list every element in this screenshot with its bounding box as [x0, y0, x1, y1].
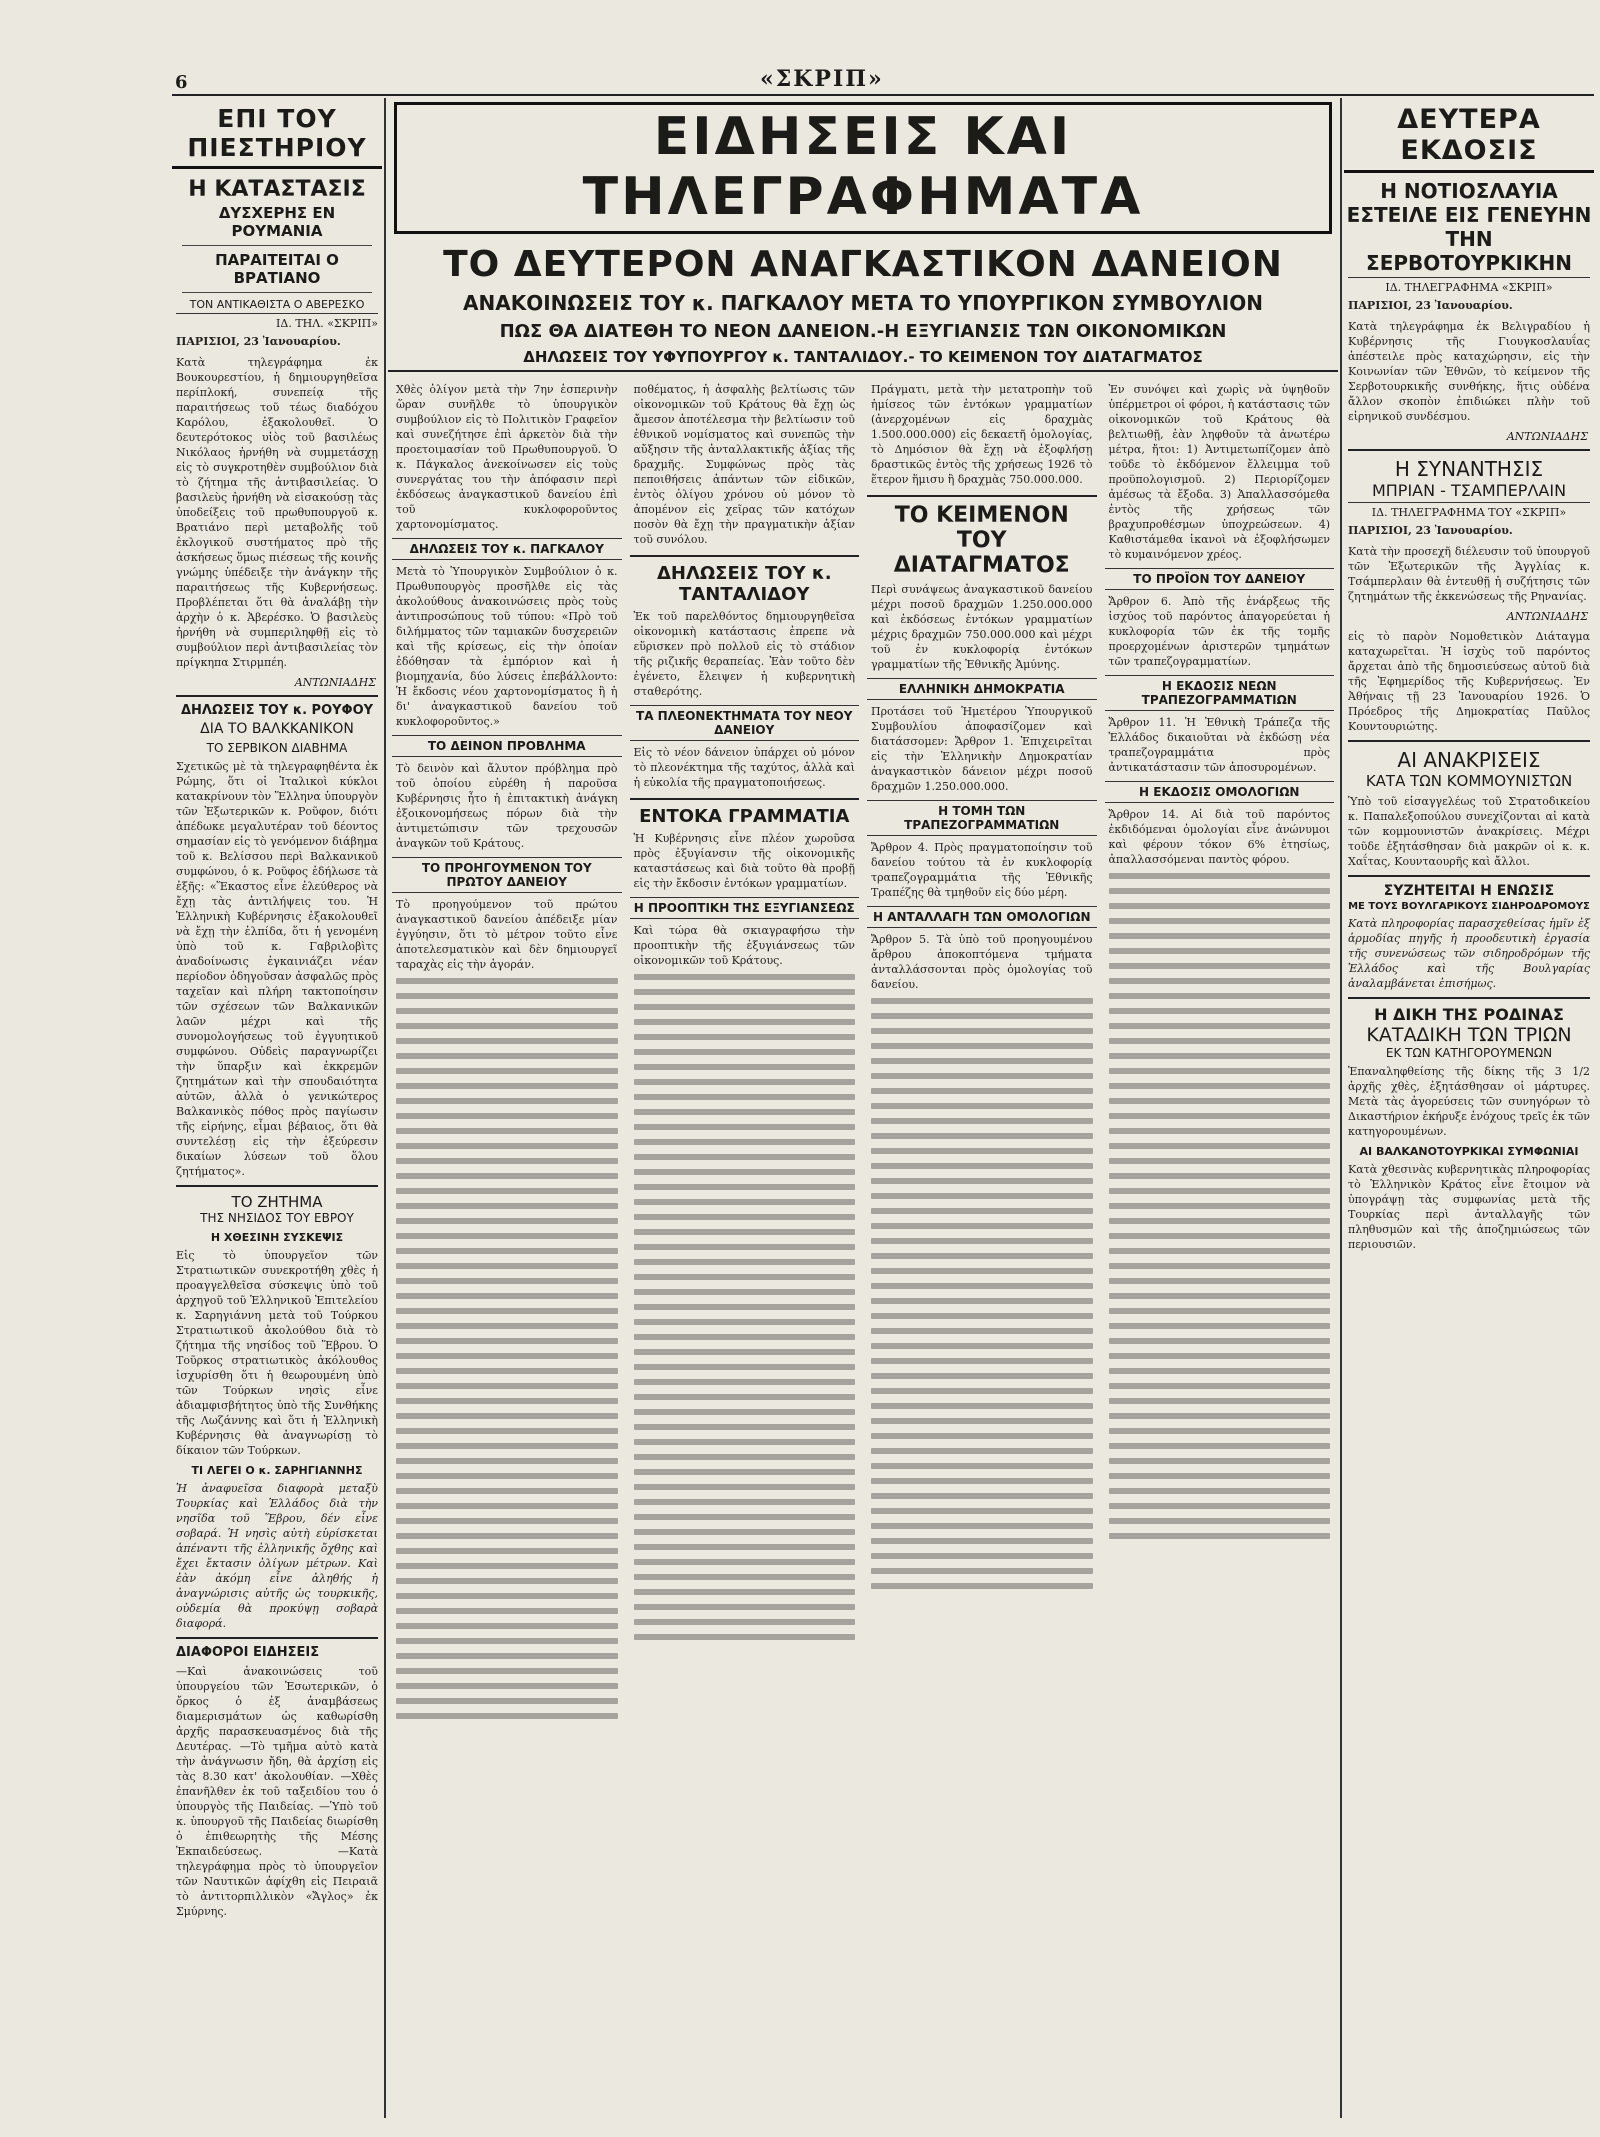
evros-body-2: Ἡ ἀναφυεῖσα διαφορὰ μεταξὺ Τουρκίας καὶ Ἑλλάδος διὰ τὴν νησῖδα τοῦ Ἕβρου, δέν εἶνε σοβαρά. Ἡ νησὶς αὐτὴ εὑρίσκεται ἀπέναντι τῆς ἑλληνικῆς ὄχθης καὶ ἔχει ἔκτασιν ὀλίγων μέτρων. Καὶ ἐὰν ἀκόμη εἶνε ἀληθής ἡ ἀναγνώρισις αὐτῆς ὡς τουρκικῆς, οὐδεμία θὰ προκύψῃ σοβαρὰ διαφορά.	[176, 1482, 378, 1630]
center-banner: ΕΙΔΗΣΕΙΣ ΚΑΙ ΤΗΛΕΓΡΑΦΗΜΑΤΑ	[394, 102, 1332, 234]
rufos-article	[172, 703, 382, 1179]
left-banner: ΕΠΙ ΤΟΥ ΠΙΕΣΤΗΡΙΟΥ	[172, 98, 382, 169]
communists-body: Ὑπὸ τοῦ εἰσαγγελέως τοῦ Στρατοδικείου κ. Παπαλεξοπούλου συνεχίζονται αἱ κατὰ τῶν κομμουνιστῶν ἀνακρίσεις. Μέχρι τοῦδε ἐξητάσθησαν διὰ μακρῶν οἱ κ. κ. Χαΐτας, Κουνταουρῆς καὶ ἄλλοι.	[1348, 795, 1590, 868]
center-subcolumn-4	[1105, 378, 1335, 1728]
divider	[1348, 875, 1590, 877]
section-heading: ΑΙ ΒΑΛΚΑΝΟΤΟΥΡΚΙΚΑΙ ΣΥΜΦΩΝΙΑΙ	[1359, 1145, 1579, 1158]
meeting-headline: Η ΣΥΝΑΝΤΗΣΙΣ	[1394, 457, 1544, 481]
left-column	[172, 98, 382, 2118]
romania-body: Κατὰ τηλεγράφημα ἐκ Βουκουρεστίου, ἡ δημιουργηθεῖσα περίπλοκή, συνεπείᾳ τῆς παραιτήσεως τοῦ τέως διαδόχου Καρόλου, ἐξακολουθεῖ. Ὁ δευτερότοκος υἱὸς τοῦ βασιλέως Νικόλαος ἠρνήθη νὰ συμμετάσχῃ εἰς τὸ συγκροτηθὲν συμβούλιον διὰ τὸ ζήτημα τῆς ἀντιβασιλείας. Ὁ βασιλεὺς ἠρνήθη νὰ εἰσακούσῃ τὰς ὑποδείξεις τοῦ πρωθυπουργοῦ κ. Βρατιάνο περὶ μεταβολῆς τοῦ ἐκλογικοῦ συστήματος πρὸ τῆς ἀσκήσεως ὅμως πιέσεως τῆς κοινῆς γνώμης ὑπέδειξε τὴν ἀνάγκην τῆς παραιτήσεως τῆς Κυβερνήσεως. Προβλέπεται ὅτι θὰ ἀναλάβῃ τὴν ἀρχὴν ὁ κ. Ἀβερέσκο. Ὁ βασιλεὺς ἠρνήθη νὰ συμπεριληφθῇ εἰς τὸ συμβούλιον περὶ ἀντιβασιλείας τὸν πρίγκηπα Στιρμπέη.	[176, 356, 378, 669]
text-filler	[396, 978, 618, 1719]
evros-article	[172, 1193, 382, 1631]
right-column	[1344, 98, 1594, 2118]
section-heading: ΤΟ ΚΕΙΜΕΝΟΝ ΤΟΥ ΔΙΑΤΑΓΜΑΤΟΣ	[867, 495, 1097, 578]
railway-headline: ΣΥΖΗΤΕΙΤΑΙ Η ΕΝΩΣΙΣ	[1383, 883, 1555, 899]
romania-article	[172, 177, 382, 689]
rufos-headline-2: ΔΙΑ ΤΟ ΒΑΛΚΚΑΝΙΚΟΝ	[200, 721, 354, 737]
article-body: Πράγματι, μετὰ τὴν μετατροπὴν τοῦ ἡμίσεος τῶν ἐντόκων γραμματίων (ἀνερχομένων εἰς δραχμὰς 1.500.000.000) εἰς δεκαετῆ ὁμολογίας, τὸ Δημόσιον θὰ ἔχῃ νὰ ἐξοφλήσῃ δραστικῶς ἐντὸς τῆς χρήσεως 1926 τὸ ἕτερον ἥμισυ ἢ δραχμὰς 750.000.000.	[871, 383, 1093, 486]
yugoslavia-body: Κατὰ τηλεγράφημα ἐκ Βελιγραδίου ἡ Κυβέρνησις τῆς Γιουγκοσλαυΐας ἀπέστειλε πρὸς καταχώρησιν, εἰς τὴν Κοινωνίαν τῶν Ἐθνῶν, τὸ κείμενον τῆς Σερβοτουρκικῆς συνθήκης, ἥτις οὐδένα ἄλλον σκοπὸν ἐπιδιώκει πλὴν τοῦ εἰρηνικοῦ συνδέσμου.	[1348, 320, 1590, 423]
communists-headline-2: ΚΑΤΑ ΤΩΝ ΚΟΜΜΟΥΝΙΣΤΩΝ	[1365, 772, 1573, 790]
article-body: Ἡ Κυβέρνησις εἶνε πλέον χωροῦσα πρὸς ἐξυγίανσιν τῆς οἰκονομικῆς καταστάσεως καὶ διὰ τοῦτο θὰ προβῇ εἰς τὴν ἔκδοσιν ἐντόκων γραμματίων.	[633, 832, 855, 890]
dateline: ΙΔ. ΤΗΛΕΓΡΑΦΗΜΑ ΤΟΥ «ΣΚΡΙΠ»	[1348, 502, 1590, 519]
misc-news-article	[172, 1645, 382, 1919]
romania-kicker: Η ΚΑΤΑΣΤΑΣΙΣ	[188, 177, 366, 202]
column-divider	[384, 98, 386, 2118]
evros-body: Εἰς τὸ ὑπουργεῖον τῶν Στρατιωτικῶν συνεκροτήθη χθὲς ἡ προαγγελθεῖσα σύσκεψις ὑπὸ τοῦ ἀρχηγοῦ τοῦ Ἑλληνικοῦ Ἐπιτελείου κ. Σαρηγιάννη μετὰ τοῦ Τούρκου Στρατιωτικοῦ ἀκολούθου διὰ τὸ ζήτημα τῆς νησίδος τοῦ Ἕβρου. Ὁ Τοῦρκος στρατιωτικὸς ἀκόλουθος ἰσχυρίσθη ὅτι ἡ θεωρουμένη ὑπὸ τῶν Τούρκων νησὶς εἶνε ἀδιαμφισβήτητος ὑπὸ τῆς Συνθήκης τῆς Λωζάννης καὶ ὅτι ἡ Ἑλληνικὴ Κυβέρνησις θὰ ἀναγνωρίσῃ τὸ δίκαιον τῶν Τούρκων.	[176, 1249, 378, 1457]
rufos-headline: ΔΗΛΩΣΕΙΣ ΤΟΥ κ. ΡΟΥΦΟΥ	[180, 703, 374, 718]
text-filler	[1109, 873, 1331, 1539]
communists-headline: ΑΙ ΑΝΑΚΡΙΣΕΙΣ	[1397, 748, 1541, 772]
right-banner: ΔΕΥΤΕΡΑ ΕΚΔΟΣΙΣ	[1344, 98, 1594, 173]
article-body: Χθὲς ὀλίγον μετὰ τὴν 7ην ἑσπερινὴν ὥραν συνῆλθε τὸ ὑπουργικὸν συμβούλιον εἰς τὸ Πολιτικὸν Γραφεῖον καὶ συνεζήτησε ἐπὶ ἀρκετὸν διὰ τὴν προετοιμασίαν τοῦ Πρωθυπουργοῦ. Ὁ κ. Πάγκαλος ἀνεκοίνωσεν εἰς τοὺς συνεργάτας του τὴν ἀπόφασιν περὶ ἐκδόσεως ἀναγκαστικοῦ δανείου ἐπὶ τοῦ κυκλοφοροῦντος χαρτονομίσματος.	[396, 383, 618, 531]
yugoslavia-headline-2: ΕΣΤΕΙΛΕ ΕΙΣ ΓΕΝΕΥΗΝ	[1346, 203, 1592, 227]
briand-chamberlain-article	[1344, 457, 1594, 734]
top-rule	[172, 94, 1594, 96]
evros-headline: ΤΟ ΖΗΤΗΜΑ	[231, 1193, 323, 1211]
section-heading: Η ΕΚΔΟΣΙΣ ΝΕΩΝ ΤΡΑΠΕΖΟΓΡΑΜΜΑΤΙΩΝ	[1105, 675, 1335, 711]
article-body: Ἄρθρον 6. Ἀπὸ τῆς ἐνάρξεως τῆς ἰσχύος τοῦ παρόντος ἀπαγορεύεται ἡ κυκλοφορία τῶν ἐκ τῆς τομῆς προερχομένων ἀριστερῶν τμημάτων τῶν τραπεζογραμματίων.	[1108, 595, 1330, 668]
center-subcolumns	[392, 378, 1334, 1728]
article-body: Ἄρθρον 11. Ἡ Ἐθνικὴ Τράπεζα τῆς Ἑλλάδος δικαιοῦται νὰ ἐκδώσῃ νέα τραπεζογραμμάτια πρὸς ἀντικατάστασιν τῶν ἀποσυρομένων.	[1108, 716, 1330, 774]
rodina-trial-article	[1344, 1005, 1594, 1252]
divider	[182, 245, 372, 246]
section-heading: ΤΟ ΔΕΙΝΟΝ ΠΡΟΒΛΗΜΑ	[392, 735, 622, 757]
article-body: Ἄρθρον 5. Τὰ ὑπὸ τοῦ προηγουμένου ἄρθρου ἀποκοπτόμενα τμήματα ἀνταλλάσσονται πρὸς ὁμολογίας τοῦ δανείου.	[871, 933, 1093, 991]
divider	[176, 695, 378, 697]
page-number: 6	[175, 72, 188, 93]
article-body: Ἐκ τοῦ παρελθόντος δημιουργηθεῖσα οἰκονομικὴ κατάστασις ἐπρεπε νὰ εὕρισκεν πρὸ πολλοῦ εἰς τὸ στάδιον τῆς ριζικῆς θεραπείας. Ἐὰν τοῦτο δὲν ἐγένετο, ἔλειψεν ἡ κυβερνητικὴ σταθερότης.	[633, 610, 855, 698]
evros-subheading: ΤΙ ΛΕΓΕΙ Ο κ. ΣΑΡΗΓΙΑΝΝΗΣ	[191, 1464, 363, 1477]
yugoslavia-article	[1344, 179, 1594, 443]
meeting-headline-2: ΜΠΡΙΑΝ - ΤΣΑΜΠΕΡΛΑΙΝ	[1371, 481, 1567, 500]
railway-article	[1344, 883, 1594, 991]
place-line: ΠΑΡΙΣΙΟΙ, 23 Ἰανουαρίου.	[1348, 524, 1513, 537]
article-body: Μετὰ τὸ Ὑπουργικὸν Συμβούλιον ὁ κ. Πρωθυπουργὸς προσῆλθε εἰς τὰς ἀκολούθους ἀνακοινώσεις πρὸς τοὺς ἀντιπροσώπους τοῦ τύπου: «Πρὸ τοῦ διλήμματος τῶν ταμιακῶν δυσχερειῶν καὶ τῆς κρίσεως, εἰς τὴν ὁποίαν ἐδόθησαν τὰ ἐμπόριον καὶ ἡ βιομηχανία, δύο λύσεις ἐπεβάλλοντο: Ἡ ἔκδοσις νέου χαρτονομίσματος ἢ ἡ δι' ἀναγκαστικοῦ δανείου τοῦ κυκλοφοροῦντος.»	[396, 565, 618, 728]
section-heading: ΕΛΛΗΝΙΚΗ ΔΗΜΟΚΡΑΤΙΑ	[867, 678, 1097, 700]
section-heading: Η ΕΚΔΟΣΙΣ ΟΜΟΛΟΓΙΩΝ	[1105, 781, 1335, 803]
evros-headline-2: ΤΗΣ ΝΗΣΙΔΟΣ ΤΟΥ ΕΒΡΟΥ	[200, 1211, 354, 1225]
meeting-body: Κατὰ τὴν προσεχῆ διέλευσιν τοῦ ὑπουργοῦ τῶν Ἐξωτερικῶν τῆς Ἀγγλίας κ. Τσάμπερλαιν θὰ ἐντευθῇ ἡ συζήτησις τῶν ζητημάτων τῆς ἐκκενώσεως τῆς Ρηνανίας.	[1348, 545, 1590, 603]
article-body: Προτάσει τοῦ Ἡμετέρου Ὑπουργικοῦ Συμβουλίου ἀποφασίζομεν καὶ διατάσσομεν: Ἄρθρον 1. Ἐπιχειρεῖται εἰς τὴν Ἑλληνικὴν Δημοκρατίαν ἀναγκαστικὸν δάνειον μέχρι ποσοῦ δραχμῶν 1.250.000.000.	[871, 705, 1093, 793]
railway-body: Κατὰ πληροφορίας παρασχεθείσας ἡμῖν ἐξ ἁρμοδίας πηγῆς ἡ προοδευτικὴ ἐργασία τῆς συνενώσεως τῶν σιδηροδρόμων τῆς Ἑλλάδος καὶ τῆς Βουλγαρίας ἀναλαμβάνεται ἐπισήμως.	[1348, 917, 1590, 990]
divider	[1348, 449, 1590, 451]
rufos-body: Σχετικῶς μὲ τὰ τηλεγραφηθέντα ἐκ Ρώμης, ὅτι οἱ Ἰταλικοὶ κύκλοι κατακρίνουν τὸν Ἕλληνα ὑπουργὸν τῶν Ἐξωτερικῶν κ. Ροῦφον, διότι ἀπέδωκε μεγαλυτέραν τοῦ δέοντος σημασίαν εἰς τὸ γενόμενον διάβημα τοῦ κ. Βελίσσου περὶ Βαλκανικοῦ συμφώνου, ὁ κ. Ροῦφος ἐδήλωσε τὰ ἑξῆς: «Ἕκαστος εἶνε ἐλεύθερος νὰ ἔχῃ τὰς ἀντιλήψεις του. Ἡ Ἑλληνικὴ Κυβέρνησις ἐξακολουθεῖ νὰ ἔχῃ τὴν ἐλπίδα, ὅτι ἡ γενομένη ὑπὸ τοῦ κ. Γαβριλοβὶτς ἀναδοίνωσις ἐγκαινιάζει νέαν περίοδον ὁδηγοῦσαν ἀσφαλῶς πρὸς ταχεῖαν καὶ πλήρη τακτοποίησιν τῶν σχέσεων τῶν Βαλκανικῶν λαῶν μέχρι καὶ τῆς συνομολογήσεως τοῦ ἐγγυητικοῦ συμφώνου. Οὐδεὶς παραγνωρίζει τὴν ὕπαρξιν καὶ ἐκκρεμῶν ζητημάτων καὶ τὴν σπουδαιότητα αὐτῶν, ἀλλὰ ὁ γενικώτερος Βαλκανικὸς πόθος πρὸς παγίωσιν τῆς εἰρήνης, εἶμαι βέβαιος, ὅτι θὰ συντελέσῃ εἰς τὴν ἐξεύρεσιν δικαίων λύσεων τοῦ ὅλου ζητήματος».	[176, 760, 378, 1178]
loan-headline-2: ΑΝΑΚΟΙΝΩΣΕΙΣ ΤΟΥ κ. ΠΑΓΚΑΛΟΥ ΜΕΤΑ ΤΟ ΥΠΟΥΡΓΙΚΟΝ ΣΥΜΒΟΥΛΙΟΝ	[463, 291, 1263, 315]
center-column	[388, 98, 1338, 2118]
center-subcolumn-1	[392, 378, 622, 1728]
romania-headline-3: ΤΟΝ ΑΝΤΙΚΑΘΙΣΤΑ Ο ΑΒΕΡΕΣΚΟ	[189, 298, 365, 311]
yugoslavia-headline-3: ΤΗΝ ΣΕΡΒΟΤΟΥΡΚΙΚΗΝ	[1366, 227, 1572, 275]
trial-headline: Η ΔΙΚΗ ΤΗΣ ΡΟΔΙΝΑΣ	[1374, 1005, 1564, 1024]
article-body: Περὶ συνάψεως ἀναγκαστικοῦ δανείου μέχρι ποσοῦ δραχμῶν 1.250.000.000 καὶ ἐκδόσεως ἐντόκων γραμματίων μέχρις δραχμῶν 750.000.000 καὶ μέχρι τοῦ ἐν κυκλοφορίᾳ ἐντόκων γραμματίων τῆς Ἐθνικῆς Ἀμύνης.	[871, 583, 1093, 671]
rufos-headline-3: ΤΟ ΣΕΡΒΙΚΟΝ ΔΙΑΒΗΜΑ	[206, 741, 348, 755]
article-body: ποθέματος, ἡ ἀσφαλὴς βελτίωσις τῶν οἰκονομικῶν τοῦ Κράτους θὰ ἔχῃ ὡς ἄμεσον ἀποτέλεσμα τὴν βελτίωσιν τοῦ ἐθνικοῦ νομίσματος καὶ συνεπῶς τὴν αὔξησιν τῆς ἀνταλλακτικῆς ἀξίας τῆς δραχμῆς. Συμφώνως πρὸς τὰς πεποιθήσεις ἁπάντων τῶν εἰδικῶν, ἐντὸς ὀλίγου χρόνου οὐ μόνον τὸ ἀπομένον εἰς χεῖρας τῶν κατόχων ποσὸν θὰ ἔχῃ τὴν πραγματικὴν ἀξίαν τοῦ συνόλου.	[633, 383, 855, 546]
romania-headline-2: ΠΑΡΑΙΤΕΙΤΑΙ Ο ΒΡΑΤΙΑΝΟ	[215, 251, 339, 287]
section-heading: ΕΝΤΟΚΑ ΓΡΑΜΜΑΤΙΑ	[630, 798, 860, 827]
railway-headline-2: ΜΕ ΤΟΥΣ ΒΟΥΛΓΑΡΙΚΟΥΣ ΣΙΔΗΡΟΔΡΟΜΟΥΣ	[1348, 901, 1590, 912]
place-line: ΠΑΡΙΣΙΟΙ, 23 Ἰανουαρίου.	[176, 335, 341, 348]
decree-continuation: εἰς τὸ παρὸν Νομοθετικὸν Διάταγμα καταχωρεῖται. Ἡ ἰσχὺς τοῦ παρόντος ἄρχεται ἀπὸ τῆς δημοσιεύσεως αὐτοῦ διὰ τῆς Ἐφημερίδος τῆς Κυβερνήσεως. Ἐν Ἀθήναις τῇ 23 Ἰανουαρίου 1926. Ὁ Πρόεδρος τῆς Δημοκρατίας Παῦλος Κουντουριώτης.	[1348, 630, 1590, 733]
center-subcolumn-3	[867, 378, 1097, 1728]
yugoslavia-headline: Η ΝΟΤΙΟΣΛΑΥΙΑ	[1380, 179, 1558, 203]
column-divider	[1340, 98, 1342, 2118]
article-body: Τὸ δεινὸν καὶ ἄλυτον πρόβλημα πρὸ τοῦ ὁποίου εὑρέθη ἡ παροῦσα Κυβέρνησις ἦτο ἡ ἐπιτακτικὴ ἀνάγκη ἐξοικονομήσεως πόρων διὰ τὴν ἀντιμετώπισιν τῶν τρεχουσῶν ἀναγκῶν τοῦ Κράτους.	[396, 762, 618, 850]
center-subcolumn-2	[630, 378, 860, 1728]
signature: ΑΝΤΩΝΙΑΔΗΣ	[1506, 430, 1588, 443]
divider	[176, 1637, 378, 1639]
article-body: Ἄρθρον 4. Πρὸς πραγματοποίησιν τοῦ δανείου τούτου τὰ ἐν κυκλοφορίᾳ τραπεζογραμμάτια τῆς Ἐθνικῆς Τραπέζης θὰ τμηθοῦν εἰς δύο μέρη.	[871, 841, 1093, 899]
text-filler	[871, 998, 1093, 1589]
trial-body: Ἐπαναληφθείσης τῆς δίκης τῆς 3 1/2 ἀρχῆς χθὲς, ἐξητάσθησαν οἱ μάρτυρες. Μετὰ τὰς ἀγορεύσεις τῶν συνηγόρων τὸ Δικαστήριον ἐκήρυξε ἐνόχους τρεῖς ἐκ τῶν κατηγορουμένων.	[1348, 1065, 1590, 1138]
trial-headline-3: ΕΚ ΤΩΝ ΚΑΤΗΓΟΡΟΥΜΕΝΩΝ	[1385, 1046, 1553, 1060]
trial-headline-2: ΚΑΤΑΔΙΚΗ ΤΩΝ ΤΡΙΩΝ	[1366, 1024, 1572, 1046]
divider	[1348, 740, 1590, 742]
section-heading: ΤΟ ΠΡΟΗΓΟΥΜΕΝΟΝ ΤΟΥ ΠΡΩΤΟΥ ΔΑΝΕΙΟΥ	[392, 857, 622, 893]
divider	[182, 292, 372, 293]
article-body: Τὸ προηγούμενον τοῦ πρώτου ἀναγκαστικοῦ δανείου ἀπέδειξε μίαν ἐγγύησιν, ὅτι τὸ μέτρον τοῦτο εἶνε ἀποτελεσματικὸν καὶ δὲν δημιουργεῖ ταραχὰς εἰς τὴν ἀγοράν.	[396, 898, 618, 971]
article-body: Καὶ τώρα θὰ σκιαγραφήσω τὴν προοπτικὴν τῆς ἐξυγιάνσεως τῶν οἰκονομικῶν τοῦ Κράτους.	[633, 924, 855, 967]
loan-headline: ΤΟ ΔΕΥΤΕΡΟΝ ΑΝΑΓΚΑΣΤΙΚΟΝ ΔΑΝΕΙΟΝ	[443, 244, 1283, 285]
section-heading: ΤΟ ΠΡΟΪΟΝ ΤΟΥ ΔΑΝΕΙΟΥ	[1105, 568, 1335, 590]
place-line: ΠΑΡΙΣΙΟΙ, 23 Ἰανουαρίου.	[1348, 299, 1513, 312]
communists-article	[1344, 748, 1594, 869]
divider	[1348, 997, 1590, 999]
paper-name: «ΣΚΡΙΠ»	[760, 66, 884, 92]
signature: ΑΝΤΩΝΙΑΔΗΣ	[1506, 610, 1588, 623]
evros-headline-3: Η ΧΘΕΣΙΝΗ ΣΥΣΚΕΨΙΣ	[210, 1231, 344, 1244]
divider	[176, 1185, 378, 1187]
misc-news-body: —Καὶ ἀνακοινώσεις τοῦ ὑπουργείου τῶν Ἐσωτερικῶν, ὁ ὄρκος ὁ ἐξ ἀναμβάσεως διαμερισμάτων ὡς καθωρίσθη ἀρχῆς παρασκευασμένος διὰ τῆς Δευτέρας. —Τὸ τμῆμα αὐτὸ κατὰ τὴν ἀνάγνωσιν ἤδη, θὰ ἀρχίσῃ εἰς τὰς 8.30 κατ' ἀκολουθίαν. —Χθὲς ἐπανῆλθεν ἐκ τοῦ ταξειδίου του ὁ ὑπουργὸς τῆς Παιδείας. —Ὑπὸ τοῦ κ. ὑπουργοῦ τῆς Παιδείας διωρίσθη ὁ ἐπιθεωρητὴς τῆς Μέσης Ἐκπαιδεύσεως. —Κατὰ τηλεγράφημα πρὸς τὸ ὑπουργεῖον τῶν Ναυτικῶν ἀφίχθη εἰς Πειραιᾶ τὸ ἀντιτορπιλλικὸν «Ἄγλος» ἐκ Σμύρνης.	[176, 1665, 378, 1918]
section-heading: Η ΤΟΜΗ ΤΩΝ ΤΡΑΠΕΖΟΓΡΑΜΜΑΤΙΩΝ	[867, 800, 1097, 836]
dateline: ΙΔ. ΤΗΛΕΓΡΑΦΗΜΑ «ΣΚΡΙΠ»	[1348, 277, 1590, 294]
article-body: Ἄρθρον 14. Αἱ διὰ τοῦ παρόντος ἐκδιδόμεναι ὁμολογίαι εἶνε ἀνώνυμοι καὶ φέρουν τόκον 6% ἐτησίως, ἀπαλλασσόμεναι παντὸς φόρου.	[1108, 808, 1330, 866]
text-filler	[634, 974, 856, 1640]
romania-headline: ΔΥΣΧΕΡΗΣ ΕΝ ΡΟΥΜΑΝΙΑ	[218, 204, 336, 240]
loan-headline-3: ΠΩΣ ΘΑ ΔΙΑΤΕΘΗ ΤΟ ΝΕΟΝ ΔΑΝΕΙΟΝ.-Η ΕΞΥΓΙΑΝΣΙΣ ΤΩΝ ΟΙΚΟΝΟΜΙΚΩΝ	[499, 321, 1227, 342]
section-heading: Η ΑΝΤΑΛΛΑΓΗ ΤΩΝ ΟΜΟΛΟΓΙΩΝ	[867, 906, 1097, 928]
section-heading: Η ΠΡΟΟΠΤΙΚΗ ΤΗΣ ΕΞΥΓΙΑΝΣΕΩΣ	[630, 897, 860, 919]
agreements-body: Κατὰ χθεσινὰς κυβερνητικὰς πληροφορίας τὸ Ἑλληνικὸν Κράτος εἶνε ἔτοιμον νὰ ὑπογράψῃ τὰς συμφωνίας μετὰ τῆς Τουρκίας περὶ ἀνταλλαγῆς τῶν πληθυσμῶν καὶ τῆς ἀποζημιώσεως τῶν περιουσιῶν.	[1348, 1163, 1590, 1251]
section-heading: ΔΗΛΩΣΕΙΣ ΤΟΥ κ. ΠΑΓΚΑΛΟΥ	[392, 538, 622, 560]
section-heading: ΤΑ ΠΛΕΟΝΕΚΤΗΜΑΤΑ ΤΟΥ ΝΕΟΥ ΔΑΝΕΙΟΥ	[630, 705, 860, 741]
article-body: Ἐν συνόψει καὶ χωρὶς νὰ ὑψηθοῦν ὑπέρμετροι οἱ φόροι, ἡ κατάστασις τῶν οἰκονομικῶν τοῦ Κράτους θὰ βελτιωθῇ, ἐὰν ληφθοῦν τὰ ἀνωτέρω μέτρα, ἤτοι: 1) Ἀντιμετωπίζομεν ἀπὸ τοῦδε τὸ ἐκδόμενον ἔλλειμμα τοῦ προϋπολογισμοῦ. 2) Περιορίζομεν ἀμέσως τὰ ἔξοδα. 3) Ἀπαλλασσόμεθα ἐντὸς τῆς χρήσεως τῶν βραχυπροθέσμων ὑποχρεώσεων. 4) Καθιστάμεθα ἱκανοὶ νὰ ἐξοφλήσωμεν τὸ κυμαινόμενον χρέος.	[1108, 383, 1330, 561]
section-heading: ΔΗΛΩΣΕΙΣ ΤΟΥ κ. ΤΑΝΤΑΛΙΔΟΥ	[630, 555, 860, 605]
signature: ΑΝΤΩΝΙΑΔΗΣ	[294, 676, 376, 689]
dateline: ΙΔ. ΤΗΛ. «ΣΚΡΙΠ»	[176, 313, 378, 330]
loan-headline-4: ΔΗΛΩΣΕΙΣ ΤΟΥ ΥΦΥΠΟΥΡΓΟΥ κ. ΤΑΝΤΑΛΙΔΟΥ.- ΤΟ ΚΕΙΜΕΝΟΝ ΤΟΥ ΔΙΑΤΑΓΜΑΤΟΣ	[388, 348, 1338, 372]
misc-news-headline: ΔΙΑΦΟΡΟΙ ΕΙΔΗΣΕΙΣ	[176, 1645, 320, 1660]
article-body: Εἰς τὸ νέον δάνειον ὑπάρχει οὐ μόνον τὸ πλεονέκτημα τῆς ταχύτος, ἀλλὰ καὶ ἡ εὐκολία τῆς πραγματοποιήσεως.	[633, 746, 855, 789]
